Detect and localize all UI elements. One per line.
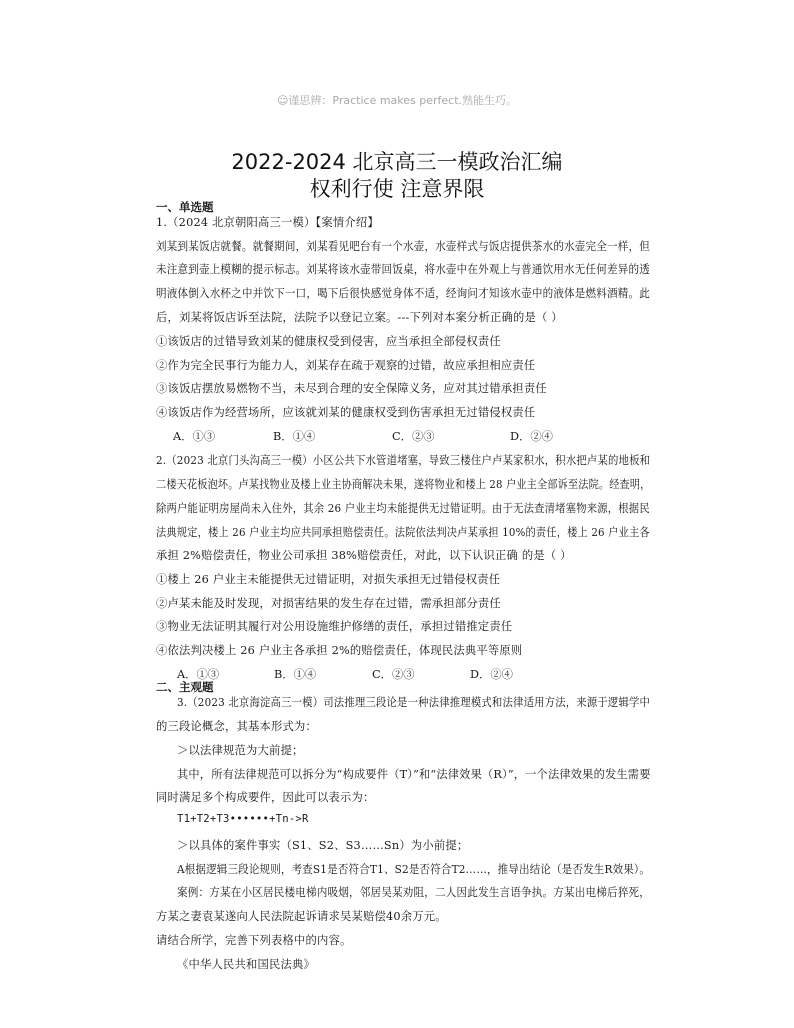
q2-line: 2.（2023 北京门头沟高三一模）小区公共下水管道堵塞，导致三楼住户卢某家积水，积水把卢某的地板和 xyxy=(156,454,651,467)
q3-line: 的三段论概念，其基本形式为： xyxy=(156,720,317,733)
q2-line: 法典规定，楼上 26 户业主均应共同承担赔偿责任。法院依法判决卢某承担 10%的责任，楼上 26 户业主各 xyxy=(156,526,650,539)
q1-line: 1.（2024 北京朝阳高三一模）【案情介绍】 xyxy=(156,216,379,229)
q3-line: 3.（2023 北京海淀高三一模）司法推理三段论是一种法律推理模式和法律适用方法，来源于逻辑学中 xyxy=(177,696,651,709)
q1-statement: ②作为完全民事行为能力人，刘某存在疏于观察的过错，故应承担相应责任 xyxy=(156,359,536,372)
q2-line: 承担 2%赔偿责任，物业公司承担 38%赔偿责任，对此，以下认识正确 的是（ ） xyxy=(156,549,572,562)
q2-line: 二楼天花板泡坏。卢某找物业及楼上业主协商解决未果，遂将物业和楼上 28 户业主全部诉至法院。经查明， xyxy=(156,478,651,491)
q2-option-d: D．②④ xyxy=(470,668,513,681)
section-heading-subjective: 二、主观题 xyxy=(156,680,214,694)
document-title: 2022-2024 北京高三一模政治汇编 xyxy=(231,150,563,174)
q2-statement: ②卢某未能及时发现，对损害结果的发生存在过错，需承担部分责任 xyxy=(156,597,501,610)
q2-line: 除两户能证明房屋尚未入住外，其余 26 户业主均未能提供无过错证明。由于无法查清堵塞物来源，根据民 xyxy=(156,502,650,515)
q2-statement: ①楼上 26 户业主未能提供无过错证明，对损失承担无过错侵权责任 xyxy=(156,573,501,586)
q1-line: 明液体倒入水杯之中并饮下一口，喝下后很快感觉身体不适，经询问才知该水壶中的液体是燃料酒精。此 xyxy=(156,287,650,300)
q3-line: 案例：方某在小区居民楼电梯内吸烟，邻居吴某劝阻，二人因此发生言语争执。方某出电梯后猝死， xyxy=(177,886,650,899)
q3-line: 其中，所有法律规范可以拆分为“构成要件（T）”和“法律效果（R）”，一个法律效果的发生需要 xyxy=(177,768,651,781)
q3-line: A根据逻辑三段论规则，考查S1是否符合T1、S2是否符合T2……，推导出结论（是否发生R效果）。 xyxy=(177,863,651,876)
q1-line: 未注意到壶上模糊的提示标志。刘某将该水壶带回饭桌，将水壶中在外观上与普通饮用水无任何差异的透 xyxy=(156,263,650,276)
q1-line: 刘某到某饭店就餐。就餐期间，刘某看见吧台有一个水壶，水壶样式与饭店提供茶水的水壶完全一样，但 xyxy=(156,240,650,253)
q1-line: 后，刘某将饭店诉至法院，法院予以登记立案。---下列对本案分析正确的是（ ） xyxy=(156,311,563,324)
q3-line: 方某之妻袁某遂向人民法院起诉请求吴某赔偿40余万元。 xyxy=(156,910,447,923)
q1-option-c: C．②③ xyxy=(392,430,435,443)
q1-option-a: A．①③ xyxy=(173,430,216,443)
q2-statement: ③物业无法证明其履行对公用设施维护修缮的责任，承担过错推定责任 xyxy=(156,620,513,633)
watermark-text: ☺谨思辨：Practice makes perfect.熟能生巧。 xyxy=(276,94,518,107)
section-heading-single-choice: 一、单选题 xyxy=(156,200,214,214)
q3-instruction: 请结合所学，完善下列表格中的内容。 xyxy=(156,934,352,947)
q1-statement: ③该饭店摆放易燃物不当，未尽到合理的安全保障义务，应对其过错承担责任 xyxy=(156,382,547,395)
table-caption: 《中华人民共和国民法典》 xyxy=(177,958,315,971)
q3-line: ＞以具体的案件事实（S1、S2、S3……Sn）为小前提； xyxy=(177,839,469,852)
q1-option-b: B．①④ xyxy=(273,430,316,443)
q3-line: 同时满足多个构成要件，因此可以表示为： xyxy=(156,791,375,804)
q1-statement: ④该饭店作为经营场所，应该就刘某的健康权受到伤害承担无过错侵权责任 xyxy=(156,406,536,419)
q3-formula: T1+T2+T3••••••+Tn->R xyxy=(177,813,309,825)
q1-statement: ①该饭店的过错导致刘某的健康权受到侵害，应当承担全部侵权责任 xyxy=(156,335,501,348)
q2-option-a: A．①③ xyxy=(177,668,220,681)
document-subtitle: 权利行使 注意界限 xyxy=(309,177,485,201)
q1-option-d: D．②④ xyxy=(510,430,553,443)
q3-line: ＞以法律规范为大前提； xyxy=(177,744,304,757)
q2-option-b: B．①④ xyxy=(274,668,317,681)
q2-statement: ④依法判决楼上 26 户业主各承担 2%的赔偿责任，体现民法典平等原则 xyxy=(156,644,523,657)
q2-option-c: C．②③ xyxy=(372,668,415,681)
